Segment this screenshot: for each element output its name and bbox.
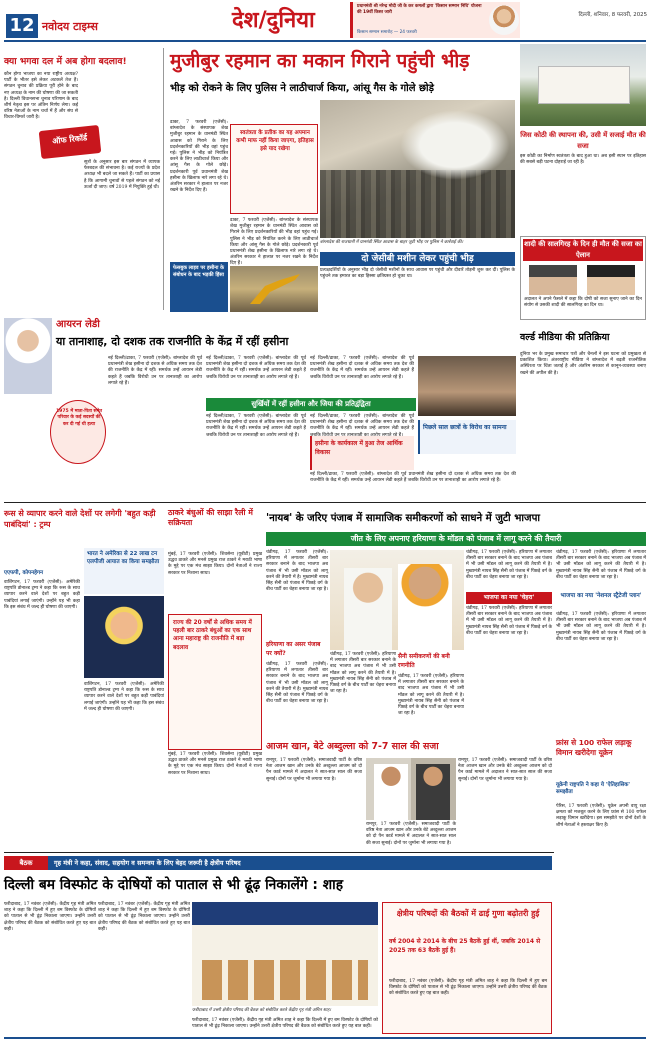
russia-dateline: एएफपी, कोपनहेगन: [4, 570, 43, 576]
azam-figure-1: [374, 764, 408, 820]
jcb-box: [170, 262, 228, 312]
russia-body: वाशिंगटन, 17 फरवरी (एजेंसी): अमेरिकी राष्ट्रपति डोनाल्ड ट्रम्प ने कहा कि रूस के साथ व्यापार करने वाले देशों पर बहुत कड़ी पाबंदियां लगाई जाएंगी। उन्होंने यह भी कहा कि इस संबंध में जल्द ही घोषणा की जाएगी।: [4, 580, 80, 610]
mansion-caption-head: जिस कोठी की स्थापना की, उसी में सजाई मौत की सजा: [520, 131, 646, 150]
punjab-body-col3: चंडीगढ़, 17 फरवरी (एजेंसी): हरियाणा में लगातार तीसरी बार सरकार बनाने के बाद भाजपा अब पंजाब में भी उसी मॉडल को लागू करने की तैयारी में है। मुख्यमंत्री नायब सिंह सैनी को पंजाब में पिछड़े वर्ग के बीच पार्टी का चेहरा बनाया जा रहा है।: [556, 550, 646, 580]
off-record-badge: [39, 125, 102, 159]
iron-lady-body-col5: नई दिल्ली/ढाका, 7 फरवरी (एजेंसी): बांग्लादेश की पूर्व प्रधानमंत्री शेख हसीना दो दशक से अधिक समय तक देश की राजनीति के केंद्र में रहीं। समर्थक उन्हें आयरन लेडी कहते हैं: [310, 414, 414, 432]
iron-lady-body: नई दिल्ली/ढाका, 7 फरवरी (एजेंसी): बांग्लादेश की पूर्व प्रधानमंत्री शेख हसीना दो दशक से अधिक समय तक देश की राजनीति के केंद्र में रहीं। समर्थक उन्हें आयरन लेडी कहते हैं जबकि विरोधी उन पर तानाशाही का आरोप लगाते रहे हैं।: [108, 356, 202, 386]
azam-body-col2: रामपुर, 17 फरवरी (एजेंसी): समाजवादी पार्टी के वरिष्ठ नेता आजम खान और उनके बेटे अब्दुल्ला आजम को दो पैन कार्ड मामले में अदालत ने सात-सात साल की सजा सुनाई। दोनों पर जुर्माना भी लगाया गया है।: [458, 758, 552, 782]
lead-quote-box: [230, 124, 318, 214]
shah-photo-caption: फरीदाबाद में उत्तरी क्षेत्रीय परिषद की बैठक को संबोधित करते केंद्रीय गृह मंत्री अमित शाह।: [192, 1008, 332, 1013]
smoke-shape: [400, 110, 510, 180]
russia-body-col2: वाशिंगटन, 17 फरवरी (एजेंसी): अमेरिकी राष्ट्रपति डोनाल्ड ट्रम्प ने कहा कि रूस के साथ व्यापार करने वाले देशों पर बहुत कड़ी पाबंदियां लगाई जाएंगी। उन्होंने यह भी कहा कि इस संबंध में जल्द ही घोषणा की जाएगी।: [84, 682, 164, 712]
lead-body-continued: ढाका, 7 फरवरी (एजेंसी): बांग्लादेश के संस्थापक शेख मुजीबुर रहमान के धानमंडी स्थित आवास को गिराने के लिए प्रदर्शनकारियों की भीड़ वहां पहुंच गई। पुलिस ने भीड़ को नियंत्रित करने के लिए लाठीचार्ज किया और आंसू गैस के गोले छोड़े। प्रदर्शनकारी पूर्व प्रधानमंत्री शेख हसीना के खिलाफ नारे लगा रहे थे। अंतरिम सरकार ने हालात पर नजर रखने के निर्देश दिए हैं।: [230, 218, 318, 267]
iron-lady-box-2-text: पिछले साल छात्रों के विरोध का सामना: [423, 424, 507, 431]
russia-box-text: भारत ने अमेरिका से 22 लाख टन एलपीजी आयात का किया समझौता: [87, 551, 160, 565]
world-media-headline: वर्ल्ड मीडिया की प्रतिक्रिया: [520, 332, 610, 343]
anniversary-headline: शादी की सालगिरह के दिन ही मौत की सजा का ऐलान: [524, 240, 642, 259]
bottom-tag: बैठक: [4, 856, 48, 870]
bottom-strip: [4, 856, 552, 870]
anniversary-photo-2: [587, 265, 635, 295]
council-box-body: वर्ष 2004 से 2014 के बीच 25 बैठकें हुई थीं, जबकि 2014 से 2025 तक 63 बैठकें हुई हैं।: [389, 938, 541, 954]
punjab-body-col8: चंडीगढ़, 17 फरवरी (एजेंसी): हरियाणा में लगातार तीसरी बार सरकार बनाने के बाद भाजपा अब पंजाब में भी उसी मॉडल को लागू करने की तैयारी में है। मुख्यमंत्री नायब सिंह सैनी को पंजाब में पिछड़े वर्ग के बीच पार्टी का चेहरा बनाया जा रहा है।: [556, 612, 646, 642]
jcb-arm-shape: [250, 274, 300, 304]
off-record-column: [4, 48, 164, 310]
punjab-body-col5: चंडीगढ़, 17 फरवरी (एजेंसी): हरियाणा में लगातार तीसरी बार सरकार बनाने के बाद भाजपा अब पंजाब में भी उसी मॉडल को लागू करने की तैयारी में है। मुख्यमंत्री नायब सिंह सैनी को पंजाब में पिछड़े वर्ग के बीच पार्टी का चेहरा बनाया जा रहा है।: [330, 652, 396, 695]
zia-photo: [418, 356, 516, 416]
iron-lady-box-1: [310, 436, 414, 470]
thackeray-headline: ठाकरे बंधुओं की साझा रैली में सक्रियता: [168, 508, 253, 527]
punjab-sub1: हरियाणा का असर पंजाब पर क्यों?: [266, 641, 321, 657]
off-record-badge-label: ऑफ रिकॉर्ड: [51, 133, 88, 146]
punjab-sub2: सैनी समीकरणों की बनी रणनीति: [398, 653, 450, 669]
lead-photo-caption: बांग्लादेश की राजधानी में धानमंडी स्थित आवास के बाहर जुटी भीड़ पर पुलिस ने कार्रवाई की।: [320, 240, 464, 245]
city-date: दिल्ली, शनिवार, 8 फरवरी, 2025: [578, 12, 647, 18]
lead-headline: मुजीबुर रहमान का मकान गिराने पहुंची भीड़: [170, 50, 470, 72]
punjab-body-col4: चंडीगढ़, 17 फरवरी (एजेंसी): हरियाणा में लगातार तीसरी बार सरकार बनाने के बाद भाजपा अब पंजाब में भी उसी मॉडल को लागू करने की तैयारी में है। मुख्यमंत्री नायब सिंह सैनी को पंजाब में पिछड़े वर्ग के बीच पार्टी का चेहरा बनाया जा रहा है।: [266, 662, 328, 705]
jcb-photo: [230, 266, 318, 312]
thackeray-box: [168, 614, 262, 750]
jcb-body: प्रत्यक्षदर्शियों के अनुसार भीड़ दो जेसीबी मशीनों के साथ आवास पर पहुंची और दीवारें तोड़नी शुरू कर दीं। पुलिस के पहुंचने तक इमारत का बड़ा हिस्सा क्षतिग्रस्त हो चुका था।: [320, 268, 515, 280]
rafale-subhead: यूक्रेनी राष्ट्रपति ने कहा ये 'ऐतिहासिक' समझौता: [556, 782, 631, 795]
punjab-body-col7: चंडीगढ़, 17 फरवरी (एजेंसी): हरियाणा में लगातार तीसरी बार सरकार बनाने के बाद भाजपा अब पंजाब में भी उसी मॉडल को लागू करने की तैयारी में है। मुख्यमंत्री नायब सिंह सैनी को पंजाब में पिछड़े वर्ग के बीच पार्टी का चेहरा बनाया जा रहा है।: [466, 606, 552, 636]
iron-lady-body-col2: नई दिल्ली/ढाका, 7 फरवरी (एजेंसी): बांग्लादेश की पूर्व प्रधानमंत्री शेख हसीना दो दशक से अधिक समय तक देश की राजनीति के केंद्र में रहीं। समर्थक उन्हें आयरन लेडी कहते हैं जबकि विरोधी उन पर तानाशाही का आरोप लगाते रहे हैं।: [206, 356, 306, 380]
punjab-sub3: भाजपा का नया 'चेहरा': [466, 592, 552, 604]
punjab-headline: 'नायब' के जरिए पंजाब में सामाजिक समीकरणों को साधने में जुटी भाजपा: [266, 513, 540, 524]
azam-headline: आजम खान, बेटे अब्दुल्ला को 7-7 साल की सजा: [266, 741, 439, 752]
promo-portrait: [489, 5, 519, 35]
iron-lady-box-2: [418, 420, 516, 454]
shah-headline: दिल्ली बम विस्फोट के दोषियों को पाताल से भी ढूंढ़ निकालेंगे : शाह: [4, 877, 344, 893]
azam-body-col3: रामपुर, 17 फरवरी (एजेंसी): समाजवादी पार्टी के वरिष्ठ नेता आजम खान और उनके बेटे अब्दुल्ला आजम को दो पैन कार्ड मामले में अदालत ने सात-सात साल की सजा सुनाई। दोनों पर जुर्माना भी लगाया गया है।: [366, 822, 456, 846]
footer-rule: [4, 1037, 646, 1039]
anniversary-box: [520, 236, 646, 320]
hasina-photo: [4, 318, 52, 394]
paper-name: नवोदय टाइम्स: [42, 20, 98, 33]
thackeray-body-col2: मुंबई, 17 फरवरी (एजेंसी): शिवसेना (यूबीटी) प्रमुख उद्धव ठाकरे और मनसे प्रमुख राज ठाकरे ने मराठी भाषा के मुद्दे पर एक मंच साझा किया। दोनों नेताओं ने राज्य सरकार पर निशाना साधा।: [168, 752, 262, 776]
shah-body-col2: फरीदाबाद, 17 नवंबर (एजेंसी): केंद्रीय गृह मंत्री अमित शाह ने कहा कि दिल्ली में हुए बम विस्फोट के दोषियों को पाताल से भी ढूंढ़ निकाला जाएगा। उन्होंने उत्तरी क्षेत्रीय परिषद की बैठक को संबोधित करते हुए यह बात कही।: [98, 902, 190, 932]
russia-box: [84, 548, 164, 594]
lead-body: ढाका, 7 फरवरी (एजेंसी): बांग्लादेश के संस्थापक शेख मुजीबुर रहमान के धानमंडी स्थित आवास को गिराने के लिए प्रदर्शनकारियों की भीड़ वहां पहुंच गई। पुलिस ने भीड़ को नियंत्रित करने के लिए लाठीचार्ज किया और आंसू गैस के गोले छोड़े। प्रदर्शनकारी पूर्व प्रधानमंत्री शेख हसीना के खिलाफ नारे लगा रहे थे। अंतरिम सरकार ने हालात पर नजर रखने के निर्देश दिए हैं।: [170, 120, 228, 194]
page-number: 12: [6, 14, 38, 38]
iron-lady-callout: [50, 400, 106, 464]
iron-lady-callout-text: 1975 में माता-पिता समेत परिवार के कई सदस्यों की कर दी गई थी हत्या: [55, 409, 103, 427]
off-record-body: कौन होगा भाजपा का नया राष्ट्रीय अध्यक्ष? पार्टी के भीतर इसे लेकर अटकलें तेज हैं। संगठन चुनाव की प्रक्रिया पूरी होने के बाद नए अध्यक्ष के नाम की घोषणा की जा सकती है। दिल्ली विधानसभा चुनाव परिणाम के बाद शीर्ष नेतृत्व इस पर अंतिम निर्णय लेगा। कई वरिष्ठ नेताओं के नाम चर्चा में हैं और संघ से विचार-विमर्श जारी है।: [4, 72, 78, 121]
leader-1-shape: [344, 568, 392, 650]
punjab-body-col6: चंडीगढ़, 17 फरवरी (एजेंसी): हरियाणा में लगातार तीसरी बार सरकार बनाने के बाद भाजपा अब पंजाब में भी उसी मॉडल को लागू करने की तैयारी में है। मुख्यमंत्री नायब सिंह सैनी को पंजाब में पिछड़े वर्ग के बीच पार्टी का चेहरा बनाया जा रहा है।: [398, 674, 464, 717]
lead-subhead: भीड़ को रोकने के लिए पुलिस ने लाठीचार्ज किया, आंसू गैस के गोले छोड़े: [170, 83, 434, 94]
section-rule-2: [4, 852, 554, 853]
council-box: [382, 902, 552, 1034]
lead-quote: स्वतंत्रता के प्रतीक का यह अपमान कभी माफ नहीं किया जाएगा, इतिहास इसे याद रखेगा: [236, 130, 314, 152]
mansion-body: इस कोठी का निर्माण स्वतंत्रता के बाद हुआ था। अब इसी स्थान पर इतिहास की सबसे बड़ी घटना दोहराई जा रही है।: [520, 154, 646, 166]
mansion-photo: [520, 44, 646, 126]
lead-photo: [320, 100, 515, 238]
bottom-strip-text: गृह मंत्री ने कहा, संवाद, सहयोग व समन्वय के लिए बेहद जरूरी है क्षेत्रीय परिषद: [54, 859, 241, 867]
thackeray-body: मुंबई, 17 फरवरी (एजेंसी): शिवसेना (यूबीटी) प्रमुख उद्धव ठाकरे और मनसे प्रमुख राज ठाकरे ने मराठी भाषा के मुद्दे पर एक मंच साझा किया। दोनों नेताओं ने राज्य सरकार पर निशाना साधा।: [168, 552, 262, 576]
promo-text: प्रधानमंत्री श्री नरेन्द्र मोदी जी के कर कमलों द्वारा 'किसान सम्मान निधि' योजना की 19वीं किस्त जारी: [357, 4, 482, 15]
jcb-headline: दो जेसीबी मशीन लेकर पहुंची भीड़: [320, 252, 515, 266]
rafale-body: पेरिस, 17 फरवरी (एजेंसी): यूक्रेन अपनी वायु रक्षा क्षमता को मजबूत करने के लिए फ्रांस से 100 राफेल लड़ाकू विमान खरीदेगा। इस समझौते पर दोनों देशों के शीर्ष नेताओं ने हस्ताक्षर किए हैं।: [556, 804, 646, 828]
mansion-shape: [538, 66, 630, 104]
azam-body: रामपुर, 17 फरवरी (एजेंसी): समाजवादी पार्टी के वरिष्ठ नेता आजम खान और उनके बेटे अब्दुल्ला आजम को दो पैन कार्ड मामले में अदालत ने सात-सात साल की सजा सुनाई। दोनों पर जुर्माना भी लगाया गया है।: [266, 758, 362, 782]
punjab-subhead: जीत के लिए अपनाए हरियाणा के मॉडल को पंजाब में लागू करने की तैयारी: [266, 532, 646, 546]
azam-photo: [366, 758, 456, 820]
punjab-body-col2: चंडीगढ़, 17 फरवरी (एजेंसी): हरियाणा में लगातार तीसरी बार सरकार बनाने के बाद भाजपा अब पंजाब में भी उसी मॉडल को लागू करने की तैयारी में है। मुख्यमंत्री नायब सिंह सैनी को पंजाब में पिछड़े वर्ग के बीच पार्टी का चेहरा बनाया जा रहा है।: [466, 550, 552, 580]
jcb-box-text: फेसबुक लाइव पर हसीना के संबोधन के बाद भड़की हिंसा: [173, 265, 224, 278]
dais-shape: [202, 960, 368, 1000]
shah-body-col3: फरीदाबाद, 17 नवंबर (एजेंसी): केंद्रीय गृह मंत्री अमित शाह ने कहा कि दिल्ली में हुए बम विस्फोट के दोषियों को पाताल से भी ढूंढ़ निकाला जाएगा। उन्होंने उत्तरी क्षेत्रीय परिषद की बैठक को संबोधित करते हुए यह बात कही।: [192, 1018, 378, 1030]
punjab-photo: [330, 550, 464, 650]
crowd-shape: [320, 170, 515, 238]
world-media-body: दुनिया भर के प्रमुख समाचार पत्रों और चैनलों ने इस घटना को प्रमुखता से प्रकाशित किया। अंतरराष्ट्रीय मीडिया ने बांग्लादेश में बढ़ती राजनीतिक अस्थिरता पर चिंता जताई है और अंतरिम सरकार से कानून-व्यवस्था बनाए रखने की अपील की है।: [520, 352, 646, 376]
section-rule-1: [4, 502, 646, 503]
thackeray-box-text: राज्य की 20 वर्षों से अधिक समय में पहली बार ठाकरे बंधुओं का एक साथ आना महाराष्ट्र की राजनीति में बड़ा बदलाव: [173, 620, 252, 651]
off-record-body-2: सूत्रों के अनुसार इस बार संगठन में व्यापक फेरबदल की संभावना है। कई राज्यों के प्रदेश अध्यक्ष भी बदले जा सकते हैं। पार्टी का प्रयास है कि आगामी चुनावों से पहले संगठन को नई ऊर्जा दी जाए। वर्ष 2019 में नियुक्ति हुई थी।: [84, 160, 160, 190]
iron-lady-strip: सुर्खियों में रहीं हसीना और जिया की प्रतिद्वंद्विता: [206, 398, 416, 411]
punjab-body: चंडीगढ़, 17 फरवरी (एजेंसी): हरियाणा में लगातार तीसरी बार सरकार बनाने के बाद भाजपा अब पंजाब में भी उसी मॉडल को लागू करने की तैयारी में है। मुख्यमंत्री नायब सिंह सैनी को पंजाब में पिछड़े वर्ग के बीच पार्टी का चेहरा बनाया जा रहा है।: [266, 550, 328, 593]
shah-body: फरीदाबाद, 17 नवंबर (एजेंसी): केंद्रीय गृह मंत्री अमित शाह ने कहा कि दिल्ली में हुए बम विस्फोट के दोषियों को पाताल से भी ढूंढ़ निकाला जाएगा। उन्होंने उत्तरी क्षेत्रीय परिषद की बैठक को संबोधित करते हुए यह बात कही।: [4, 902, 96, 932]
iron-lady-kicker: आयरन लेडी: [56, 319, 100, 330]
off-record-kicker: क्या भगवा दल में अब होगा बदलाव!: [4, 56, 127, 67]
iron-lady-headline: या तानाशाह, दो दशक तक राजनीति के केंद्र में रहीं हसीना: [56, 335, 289, 348]
punjab-sub4: भाजपा का नया 'नेशनल स्ट्रैटेजी प्लान': [560, 593, 642, 599]
iron-lady-tail: नई दिल्ली/ढाका, 7 फरवरी (एजेंसी): बांग्लादेश की पूर्व प्रधानमंत्री शेख हसीना दो दशक से अधिक समय तक देश की राजनीति के केंद्र में रहीं। समर्थक उन्हें आयरन लेडी कहते हैं जबकि विरोधी उन पर तानाशाही का आरोप लगाते रहे हैं।: [310, 472, 516, 484]
promo-sub: किसान सम्मान समारोह — 24 फरवरी: [357, 30, 417, 35]
anniversary-body: अदालत ने अपने फैसले में कहा कि दोषी को सजा सुनाए जाने का दिन संयोग से उसकी शादी की सालगिरह का दिन था।: [524, 297, 642, 309]
azam-figure-2: [416, 764, 450, 820]
leader-2-shape: [398, 564, 452, 650]
council-box-text: फरीदाबाद, 17 नवंबर (एजेंसी): केंद्रीय गृह मंत्री अमित शाह ने कहा कि दिल्ली में हुए बम विस्फोट के दोषियों को पाताल से भी ढूंढ़ निकाला जाएगा। उन्होंने उत्तरी क्षेत्रीय परिषद की बैठक को संबोधित करते हुए यह बात कही।: [389, 979, 547, 997]
russia-headline: रूस से व्यापार करने वाले देशों पर लगेगी 'बहुत कड़ी पाबंदियां' : ट्रम्प: [4, 509, 156, 529]
section-title: देश/दुनिया: [232, 8, 315, 33]
rafale-headline: फ्रांस से 100 राफेल लड़ाकू विमान खरीदेगा यूक्रेन: [556, 738, 632, 758]
iron-lady-box-1-text: हसीना के कार्यकाल में हुआ तेज आर्थिक विकास: [315, 440, 403, 456]
iron-lady-body-col3: नई दिल्ली/ढाका, 7 फरवरी (एजेंसी): बांग्लादेश की पूर्व प्रधानमंत्री शेख हसीना दो दशक से अधिक समय तक देश की राजनीति के केंद्र में रहीं। समर्थक उन्हें आयरन लेडी कहते हैं जबकि विरोधी उन पर तानाशाही का आरोप लगाते रहे हैं।: [206, 414, 306, 438]
anniversary-photo-1: [529, 265, 577, 295]
promo-banner: [350, 2, 520, 38]
council-box-headline: क्षेत्रीय परिषदों की बैठकों में ढाई गुणा बढ़ोतरी हुई: [396, 909, 540, 918]
iron-lady-body-col4: नई दिल्ली/ढाका, 7 फरवरी (एजेंसी): बांग्लादेश की पूर्व प्रधानमंत्री शेख हसीना दो दशक से अधिक समय तक देश की राजनीति के केंद्र में रहीं। समर्थक उन्हें आयरन लेडी कहते हैं जबकि विरोधी उन पर तानाशाही का आरोप लगाते रहे हैं।: [310, 356, 414, 380]
masthead-rule: [4, 40, 646, 42]
trump-photo: [84, 596, 164, 678]
page-masthead: [0, 0, 650, 40]
shah-photo: [192, 902, 378, 1006]
